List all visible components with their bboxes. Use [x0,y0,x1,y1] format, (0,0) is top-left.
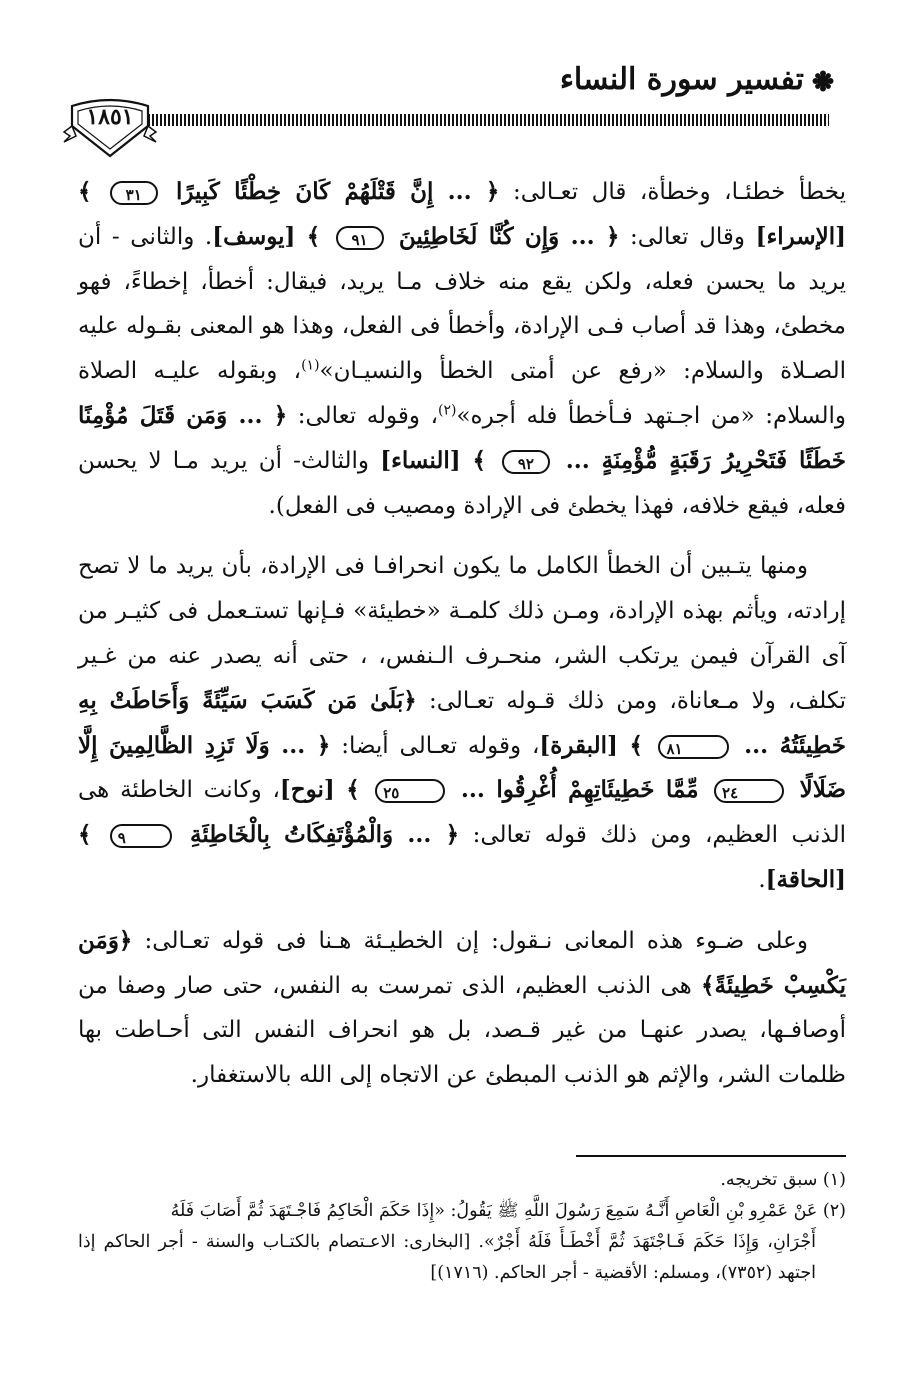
page-body [78,170,846,1098]
body-text: . [758,866,766,893]
body-text: والثالث- أن يريد مـا لا يحسن فعله، فيقع خلافه، فهذا يخطئ فى الإرادة ومصيب فى الفعل). [78,447,846,519]
body-text: ، وقوله تعـالى أيضا: [330,732,540,759]
quran-verse: ﴿بَلَىٰ مَن كَسَبَ سَيِّئَةً وَأَحَاطَتْ بِهِ خَطِيئَتُهُ ... [78,686,846,759]
ayah-number: ٨١ [658,735,728,759]
body-text: ، وقوله تعالى: [287,402,439,429]
body-text: وعلى ضـوء هذه المعانى نـقول: إن الخطيـئة هـنا فى قوله تعـالى: [132,927,808,954]
paragraph-2 [78,544,846,902]
ayah-number: ٩٢ [502,450,550,474]
surah-reference: [الإسراء] [755,222,847,250]
quran-verse-end: ﴾ [78,178,106,205]
surah-reference: [النساء] [380,446,473,474]
page-header [0,0,924,170]
ayah-number: ٣١ [110,181,158,205]
body-text: ، وبقوله عليـه الصلاة والسلام: «من اجـتهد فـأخطأ فله أجره» [78,358,846,429]
header-rule [148,114,829,126]
body-text: . والثانى - أن يريد ما يحسن فعله، ولكن يقع منه خلاف مـا يريد، فيقال: أخطأ، إخطاءً، فهو مخطئ، وهذا قد أصاب فـى الإرادة، وأخطأ فى الفعل، وهذا هو المعنى بقـوله عليه الصـلاة والسلام: «رفع عن أمتى الخطأ والنسيـان» [78,223,846,385]
quran-verse-end: ﴾ [346,776,372,804]
footnotes [78,1165,846,1289]
quran-verse: ﴿ ... وَمَن قَتَلَ مُؤْمِنًا خَطَئًا فَتَحْرِيرُ رَقَبَةٍ مُّؤْمِنَةٍ ... [78,401,847,474]
surah-reference: [البقرة] [539,731,630,759]
quran-verse: ﴿ ... وَلَا تَزِدِ الظَّالِمِينَ إِلَّا ضَلَالًا [78,731,846,804]
quran-verse: ﴿ ... وَإِن كُنَّا لَخَاطِئِينَ [387,222,620,250]
surah-title: تفسير سورة النساء [559,62,804,97]
quran-verse: ﴿وَمَن يَكْسِبْ خَطِيئَةً﴾ [78,926,846,999]
surah-reference: [الحاقة] [765,865,846,893]
ayah-number: ٩ [110,824,172,848]
quran-verse-end: ﴾ [78,821,106,849]
surah-reference: [يوسف] [212,222,307,250]
quran-verse-end: ﴾ [472,446,498,474]
ayah-number: ٢٥ [375,779,445,803]
footnote-marker: (٢) [438,402,457,419]
paragraph-3 [78,919,846,1098]
page-number: ١٨٥١ [86,104,134,130]
footnote-separator [576,1155,846,1157]
footnote-1: (١) سبق تخريجه. [720,1170,846,1190]
quran-verse-end: ﴾ [629,731,655,759]
paragraph-1 [78,170,846,528]
body-text: وقال تعالى: [619,223,756,250]
footnote-2-continuation: أَجْرَانِ، وَإِذَا حَكَمَ فَـاجْتَهَدَ ثُمَّ أَخْطَـأَ فَلَهُ أَجْرٌ». [البخارى: الاعـتصام بالكتـاب والسنة - أجر الحاكم إذا اجتهد (٧٣٥٢)، ومسلم: الأقضية - أجر الحاكم. (١٧١٦)] [78,1232,816,1283]
footnote-marker: (١) [301,357,320,374]
body-text: يخطأ خطئـا، وخطأة، قال تعـالى: [499,179,846,205]
quran-verse: مِّمَّا خَطِيئَاتِهِمْ أُغْرِقُوا ... [449,776,711,804]
ayah-number: ٢٤ [714,779,784,803]
quran-verse-end: ﴾ [306,222,332,250]
surah-reference: [نوح] [279,776,347,804]
body-text: ، وكانت الخاطئة هى الذنب العظيم، ومن ذلك قوله تعالى: [78,777,846,849]
body-text: ومنها يتـبين أن الخطأ الكامل ما يكون انحرافـا فى الإرادة، بأن يريد ما لا تصح إرادته، ويأثم بهذه الإرادة، ومـن ذلك كلمـة «خطيئة» فـإنها تستـعمل فى كثيـر من آى القرآن فيمن يرتكب الشر، منحـرف الـنفس، ، حتى أنه يصدر عنه من غـير تكلف، ولا مـعاناة، ومن ذلك قـوله تعـالى: [78,553,846,714]
quran-verse: ﴿ ... إِنَّ قَتْلَهُمْ كَانَ خِطْئًا كَبِيرًا [161,178,500,205]
footnote-2: (٢) عَنْ عَمْرِو بْنِ الْعَاصِ أَنَّـهُ سَمِعَ رَسُولَ اللَّهِ ﷺ يَقُولُ: «إِذَا حَكَمَ الْحَاكِمُ فَاجْـتَهَدَ ثُمَّ أَصَابَ فَلَهُ [170,1201,846,1221]
ayah-number: ٩١ [336,226,384,250]
quran-verse: ﴿ ... وَالْمُؤْتَفِكَاتُ بِالْخَاطِئَةِ [175,821,460,849]
flower-ornament-icon [812,70,834,92]
body-text: هى الذنب العظيم، الذى تمرست به النفس، حتى صار وصفا من أوصافـها، يصدر عنهـا من غير قـصد، بل هو انحراف النفس التى أحـاطت بها ظلمات الشر، والإثم هو الذنب المبطئ عن الاتجاه إلى الله بالاستغفار. [78,972,846,1089]
